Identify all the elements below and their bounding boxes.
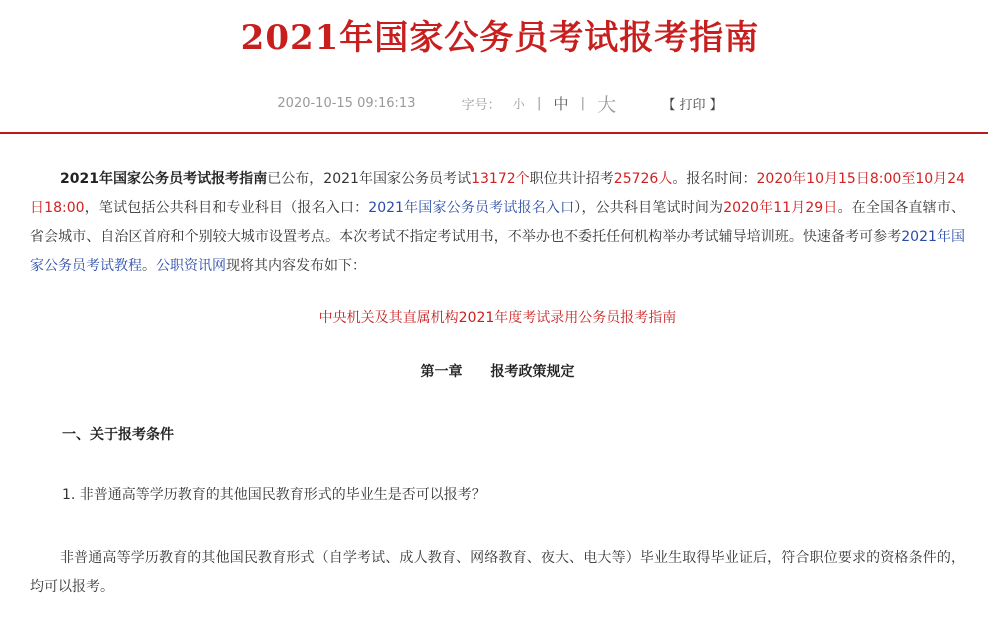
intro-text: 现将其内容发布如下： — [226, 258, 366, 274]
recruit-count: 25726人 — [613, 171, 673, 187]
title-divider — [0, 132, 988, 134]
intro-text: 已公布，2021年国家公务员考试 — [267, 171, 472, 187]
exam-date: 2020年11月29日 — [723, 200, 838, 216]
intro-text: 。 — [142, 258, 156, 274]
position-count: 13172个 — [471, 171, 530, 187]
intro-text: 。在全国各直辖市、省会城市、自治区首府和个别较大城市设置考点。本次考试不指定考试用书，不举办也不委托任何机构举办考试辅导培训班。快速备考可参考 — [30, 200, 966, 245]
chapter-heading: 第一章 报考政策规定 — [420, 364, 575, 380]
guide-subtitle: 中央机关及其直属机构2021年度考试录用公务员报考指南 — [318, 310, 677, 326]
question-item: 1. 非普通高等学历教育的其他国民教育形式的毕业生是否可以报考？ — [62, 487, 486, 503]
font-size-separator: | — [580, 96, 586, 111]
intro-text: ），公共科目笔试时间为 — [574, 200, 724, 216]
print-button[interactable]: 【 打印 】 — [662, 98, 723, 113]
article-meta-bar — [0, 90, 1000, 117]
publish-datetime: 2020-10-15 09:16:13 — [277, 96, 416, 111]
intro-text: ，笔试包括公共科目和专业科目（报名入口： — [84, 200, 369, 216]
intro-text: 。报名时间： — [672, 171, 757, 187]
page-title: 2021年国家公务员考试报考指南 — [240, 18, 760, 58]
intro-bold-title: 2021年国家公务员考试报考指南 — [60, 171, 268, 187]
intro-text: 职位共计招考 — [529, 171, 614, 187]
section-heading: 一、关于报考条件 — [62, 427, 174, 443]
font-size-small-button[interactable]: 小 — [512, 97, 525, 111]
exam-tutorial-link[interactable]: 2021年国家公务员考试教程 — [30, 229, 965, 274]
font-size-large-button[interactable]: 大 — [597, 94, 617, 116]
registration-entry-link[interactable]: 2021年国家公务员考试报名入口 — [368, 200, 575, 216]
site-name-link[interactable]: 公职资讯网 — [156, 258, 226, 274]
intro-paragraph — [30, 165, 965, 281]
font-size-medium-button[interactable]: 中 — [553, 95, 569, 113]
font-size-separator: | — [536, 96, 542, 111]
registration-period: 2020年10月15日8:00至10月24日18:00 — [30, 171, 966, 216]
font-size-label: 字号： — [461, 98, 501, 113]
article-body — [30, 165, 965, 602]
answer-paragraph: 非普通高等学历教育的其他国民教育形式（自学考试、成人教育、网络教育、夜大、电大等）毕业生取得毕业证后，符合职位要求的资格条件的，均可以报考。 — [30, 550, 965, 595]
